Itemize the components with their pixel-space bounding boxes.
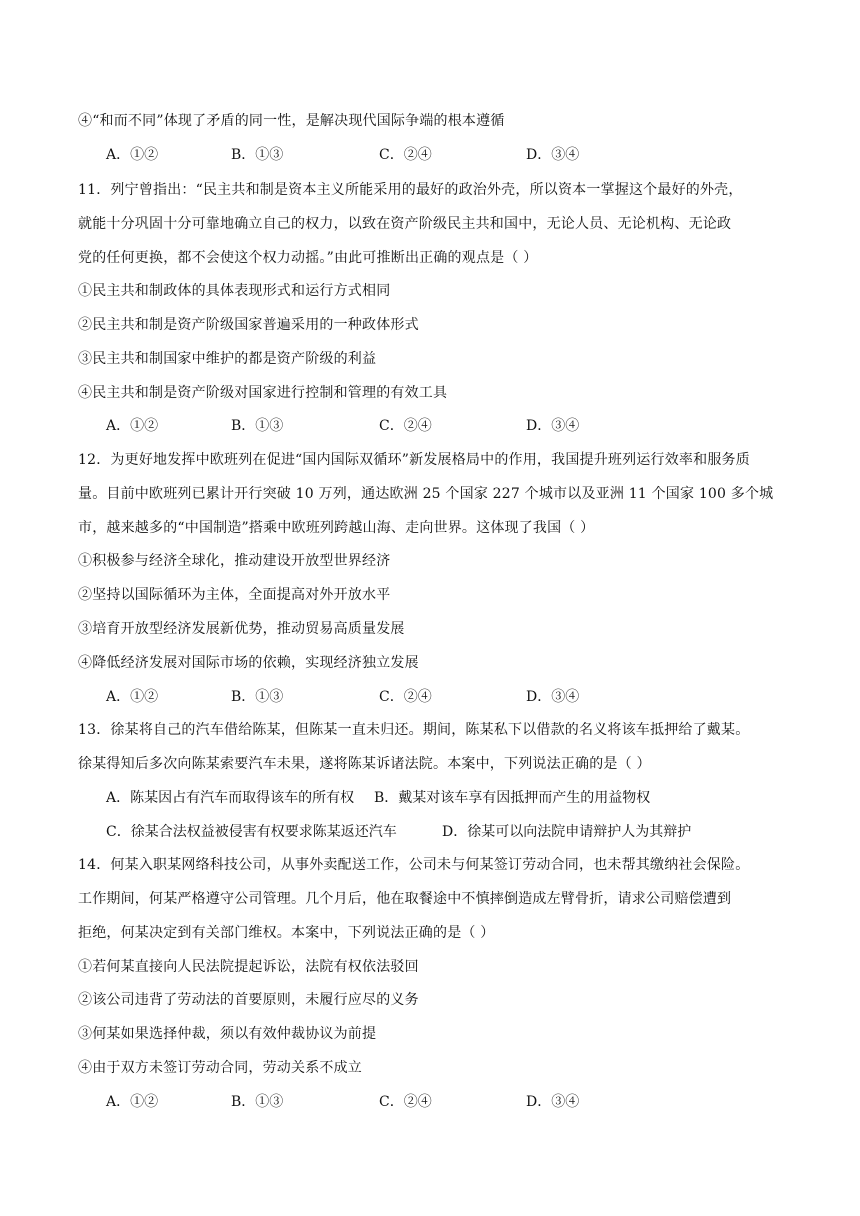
q14-option-a: A．①②	[106, 1094, 159, 1110]
q14-item-1: ①若何某直接向人民法院提起诉讼，法院有权依法驳回	[78, 959, 419, 975]
q12-option-a: A．①②	[106, 689, 159, 705]
q11-stem-line-3: 党的任何更换，都不会使这个权力动摇。”由此可推断出正确的观点是（ ）	[78, 250, 538, 266]
q10-option-a: A．①②	[106, 147, 159, 163]
q12-item-1: ①积极参与经济全球化，推动建设开放型世界经济	[78, 553, 391, 569]
q11-item-4: ④民主共和制是资产阶级对国家进行控制和管理的有效工具	[78, 385, 448, 401]
q12-stem-line-1: 12．为更好地发挥中欧班列在促进“国内国际双循环”新发展格局中的作用，我国提升班列运行效率和服务质	[78, 452, 750, 468]
q14-option-b: B．①③	[231, 1094, 284, 1110]
q10-option-d: D．③④	[526, 147, 580, 163]
q13-option-d: D．徐某可以向法院申请辩护人为其辩护	[442, 824, 692, 840]
q11-option-b: B．①③	[231, 418, 284, 434]
q12-item-4: ④降低经济发展对国际市场的依赖，实现经济独立发展	[78, 655, 419, 671]
q13-option-a: A．陈某因占有汽车而取得该车的所有权	[106, 790, 355, 806]
q10-option-b: B．①③	[231, 147, 284, 163]
q14-stem-line-1: 14．何某入职某网络科技公司，从事外卖配送工作，公司未与何某签订劳动合同，也未帮其缴纳社会保险。	[78, 857, 750, 873]
q12-stem-line-3: 市，越来越多的“中国制造”搭乘中欧班列跨越山海、走向世界。这体现了我国（ ）	[78, 520, 595, 536]
q12-item-3: ③培育开放型经济发展新优势，推动贸易高质量发展	[78, 621, 405, 637]
q13-option-b: B．戴某对该车享有因抵押而产生的用益物权	[374, 790, 651, 806]
q12-option-c: C．②④	[379, 689, 432, 705]
q14-option-d: D．③④	[526, 1094, 580, 1110]
q11-item-3: ③民主共和制国家中维护的都是资产阶级的利益	[78, 351, 377, 367]
q14-stem-line-2: 工作期间，何某严格遵守公司管理。几个月后，他在取餐途中不慎摔倒造成左臂骨折，请求公司赔偿遭到	[78, 891, 732, 907]
q11-option-a: A．①②	[106, 418, 159, 434]
q13-stem-line-2: 徐某得知后多次向陈某索要汽车未果，遂将陈某诉诸法院。本案中，下列说法正确的是（ ）	[78, 756, 651, 772]
q14-stem-line-3: 拒绝，何某决定到有关部门维权。本案中，下列说法正确的是（ ）	[78, 925, 495, 941]
q11-stem-line-1: 11．列宁曾指出：“民主共和制是资本主义所能采用的最好的政治外壳，所以资本一掌握这个最好的外壳，	[78, 182, 743, 198]
q13-option-c: C．徐某合法权益被侵害有权要求陈某返还汽车	[106, 824, 397, 840]
q14-item-3: ③何某如果选择仲裁，须以有效仲裁协议为前提	[78, 1026, 377, 1042]
q13-stem-line-1: 13．徐某将自己的汽车借给陈某，但陈某一直未归还。期间，陈某私下以借款的名义将该车抵押给了戴某。	[78, 722, 750, 738]
q12-option-b: B．①③	[231, 689, 284, 705]
q10-item-4: ④“和而不同”体现了矛盾的同一性，是解决现代国际争端的根本遵循	[78, 113, 505, 129]
q14-item-4: ④由于双方未签订劳动合同，劳动关系不成立	[78, 1060, 362, 1076]
q12-item-2: ②坚持以国际循环为主体，全面提高对外开放水平	[78, 587, 391, 603]
q14-option-c: C．②④	[379, 1094, 432, 1110]
q11-item-1: ①民主共和制政体的具体表现形式和运行方式相同	[78, 283, 391, 299]
q12-option-d: D．③④	[526, 689, 580, 705]
q12-stem-line-2: 量。目前中欧班列已累计开行突破 10 万列，通达欧洲 25 个国家 227 个城市以及亚洲 11 个国家 100 多个城	[78, 486, 774, 502]
q11-option-c: C．②④	[379, 418, 432, 434]
q14-item-2: ②该公司违背了劳动法的首要原则，未履行应尽的义务	[78, 992, 419, 1008]
q10-option-c: C．②④	[379, 147, 432, 163]
q11-option-d: D．③④	[526, 418, 580, 434]
q11-item-2: ②民主共和制是资产阶级国家普遍采用的一种政体形式	[78, 317, 419, 333]
q11-stem-line-2: 就能十分巩固十分可靠地确立自己的权力，以致在资产阶级民主共和国中，无论人员、无论机构、无论政	[78, 216, 732, 232]
